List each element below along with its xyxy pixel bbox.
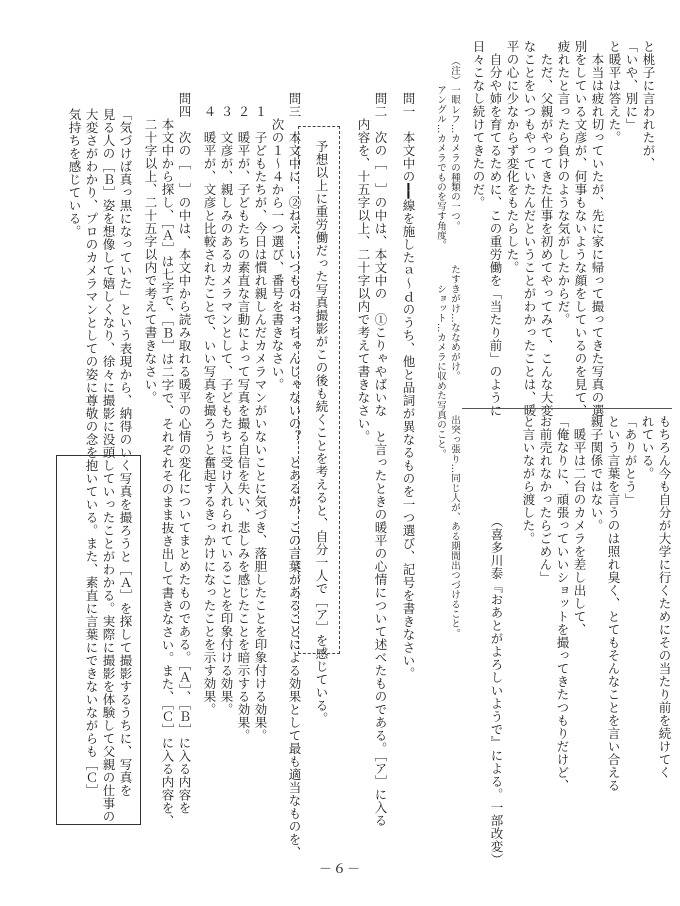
question-text: 内容を、十五字以上、二十字以内で考えて書きなさい。: [356, 92, 371, 443]
q4-box-line: 気持ちを感じている。: [67, 108, 82, 238]
text-line: 親子関係ではない。: [589, 415, 604, 532]
text-line: 自分や姉を育てるために、この重労働を「当たり前」のように: [488, 40, 503, 417]
q4-box-line: 見る人の［Ｂ］姿を想像して嬉しくなり、徐々に撮影に没頭していったことがわかる。実際に撮影を体験して父親の仕事の: [101, 108, 116, 823]
note-line: アングル…カメラでものを写す角度。 ショット…カメラに収めた写真のこと。: [435, 56, 446, 459]
q4-box-line: 「気づけば真っ黒になっていた」という表現から、納得のいく写真を撮ろうと［Ａ］を探して撮影するうちに、写真を: [118, 108, 133, 797]
text-line: れている。: [640, 415, 655, 480]
text-line: と桃子に言われたが、: [641, 40, 656, 170]
text-line: 「ありがとう」: [623, 415, 638, 506]
text-line: 暖平は二台のカメラを差し出して、: [572, 415, 587, 636]
choice-4: ４ 暖平が、文彦と比較されたことで、いい写真を撮ろうと奮起するきっかけになったことを示す効果。: [202, 92, 217, 716]
q2-box-text: 予想以上に重労働だった写真撮影がこの後も続くことを考えると、自分一人で［ア］を感じている。: [314, 140, 329, 725]
source-citation: （喜多川泰『おあとがよろしいようで』による。一部改変）: [489, 515, 504, 866]
text-line: 疲れたと言ったら負けのような気がしたからだ。: [556, 40, 571, 326]
choice-2: ２ 暖平が、子どもたちの素直な言動によって写真を撮る自信を失い、悲しみを感じたことを暗示する効果。: [236, 92, 251, 742]
text-line: 日々こなし続けてきたのだ。: [471, 40, 486, 209]
question-text: 問三 本文中に ②ねえ、いつものおっちゃんじゃないの？ とあるが、この言葉があることによる効果として最も適当なものを、: [287, 92, 302, 859]
note-line: （注）一眼レフ…カメラの種類の一つ。 たすきがけ…ななめがけ。 出突っ張り…同じ人が、ある期間出つづけること。: [449, 56, 460, 639]
choice-1: １ 子どもたちが、今日は慣れ親しんだカメラマンがいないことに気づき、落胆したことを印象付ける効果。: [253, 92, 268, 742]
text-line: ただ、父親がやってきた仕事を初めてやってみて、こんな大変: [539, 40, 554, 417]
text-line: 「俺なりに、頑張っていいショットを撮ってきたつもりだけど、: [555, 415, 570, 792]
text-line: と暖平は答えた。: [607, 40, 622, 144]
question-text: 次の１～４から一つ選び、番号を書きなさい。: [270, 92, 285, 391]
text-line: 「いや、別に」: [624, 40, 639, 131]
question-text: 二十字以上、二十五字以内で考えて書きなさい。: [143, 92, 158, 404]
text-line: お前売れなかったらごめん」: [538, 415, 553, 584]
question-1: 問一 本文中の━━線を施したａ～ｄのうち、他と品詞が異なるものを一つ選び、記号を書きなさい。: [401, 92, 416, 681]
text-line: もちろん今も自分が大学に行くためにその当たり前を続けてく: [657, 415, 672, 779]
text-line: と言いながら渡した。: [521, 415, 536, 545]
section-divider: [462, 408, 672, 409]
text-line: 平の心に少なからず変化をもたらした。: [505, 40, 520, 274]
question-text: 問四 次の［ ］の中は、本文中から読み取れる暖平の心情の変化についてまとめたものである。［Ａ］、［Ｂ］に入る内容を: [177, 92, 192, 815]
question-text: 本文中から探し、［Ａ］は七字で、［Ｂ］は二字で、それぞれそのまま抜き出して書きなさい。また、［Ｃ］に入る内容を、: [160, 92, 175, 828]
question-text: 問二 次の［ ］の中は、本文中の ①こりゃやばいな と言ったときの暖平の心情について述べたものである。［ア］に入る: [373, 92, 388, 827]
text-line: 別をしている文彦が、何事もないような顔をしているのを見て、: [573, 40, 588, 417]
text-line: なことをいつもやっていたんだということがわかったことは、暖: [522, 40, 537, 417]
text-line: という言葉を言うのは照れ臭く、とてもそんなことを言い合える: [606, 415, 621, 792]
page-number: －６－: [318, 862, 361, 877]
text-line: 本当は疲れ切っていたが、先に家に帰って撮ってきた写真の選: [590, 40, 605, 417]
choice-3: ３ 文彦が、親しみのあるカメラマンとして、子どもたちに受け入れられていることを印象付ける効果。: [219, 92, 234, 716]
q4-box-line: 大変さがわかり、プロのカメラマンとしての姿に尊敬の念を抱いている。また、素直に言葉にできないながらも［Ｃ］: [84, 108, 99, 797]
